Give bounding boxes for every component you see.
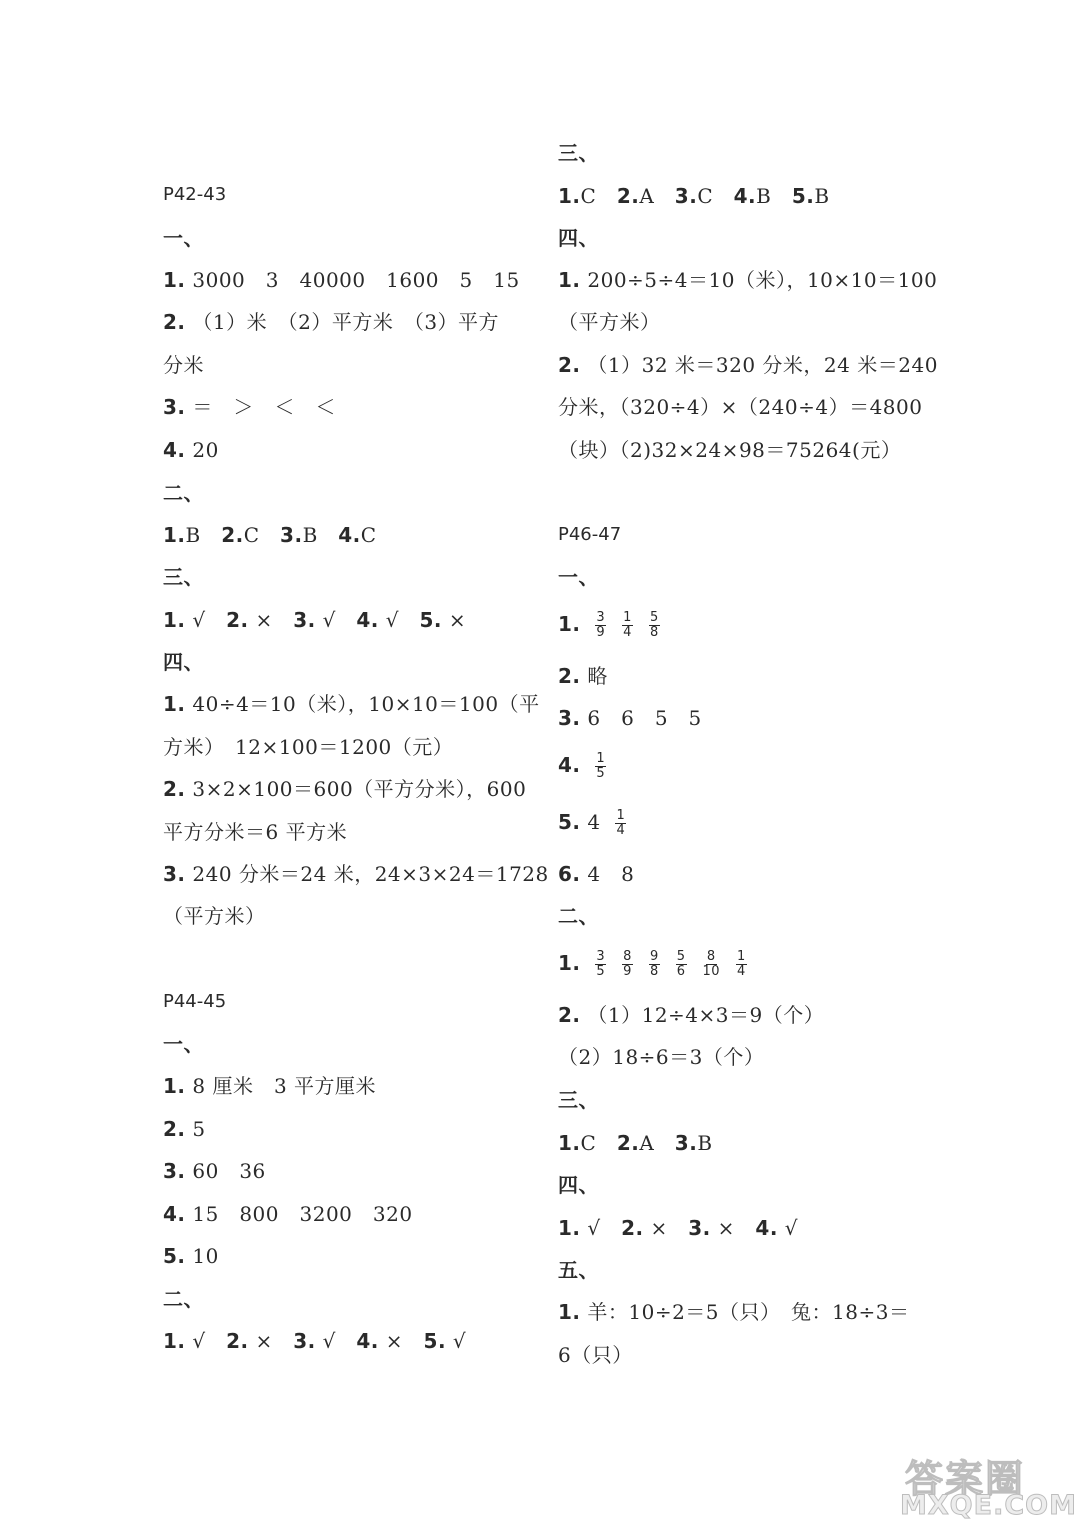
answer-line: 2. 略 xyxy=(558,664,608,688)
section-heading: 四、 xyxy=(163,650,204,674)
answer-line: 1. 8 厘米 3 平方厘米 xyxy=(163,1074,377,1098)
section-heading: 四、 xyxy=(558,1173,599,1197)
choice-answers: 1.B 2.C 3.B 4.C xyxy=(163,523,377,547)
answer-line: 1. 羊：10÷2＝5（只） 兔：18÷3＝ xyxy=(558,1300,910,1324)
fraction: $\frac{8}{9}$ xyxy=(623,949,632,979)
item-number: 2. xyxy=(163,310,186,334)
page-range-title: P42-43 xyxy=(163,184,227,205)
answer-line: 平方分米＝6 平方米 xyxy=(163,820,348,844)
answer-line: 3. 240 分米＝24 米，24×3×24＝1728 xyxy=(163,862,549,886)
answer-line xyxy=(163,310,499,334)
answer-text: 3000 3 40000 1600 5 15 xyxy=(192,268,520,292)
fraction: $\frac{1}{5}$ xyxy=(596,751,606,781)
item-number: 1. xyxy=(163,268,186,292)
answer-line: 5. 10 xyxy=(163,1244,219,1268)
item-number: 3. xyxy=(163,395,186,419)
fraction-answers: 1. $\frac{3}{5}$ $\frac{8}{9}$ $\frac{9}{8}$ $\frac{5}{6}$ $\frac{8}{10}$ $\frac{1}{4}$ xyxy=(558,949,746,979)
section-heading: 一、 xyxy=(163,1032,204,1056)
answer-line: （平方米） xyxy=(558,310,661,334)
fraction-answers: 4. $\frac{1}{5}$ xyxy=(558,751,606,781)
answer-line: 方米） 12×100＝1200（元） xyxy=(163,735,454,759)
answer-line: （2）18÷6＝3（个） xyxy=(558,1045,765,1069)
answer-line: 6. 4 8 xyxy=(558,862,635,886)
section-heading: 二、 xyxy=(163,1287,204,1311)
fraction: $\frac{1}{4}$ xyxy=(737,949,746,979)
section-heading: 四、 xyxy=(558,226,599,250)
page-range-title: P46-47 xyxy=(558,524,622,545)
watermark-logo: 答案圈 MXQE.COM xyxy=(900,1457,1077,1521)
fraction: $\frac{8}{10}$ xyxy=(702,949,721,979)
section-heading: 二、 xyxy=(558,904,599,928)
fraction-answers: 5. 4 $\frac{1}{4}$ xyxy=(558,808,626,838)
item-number: 4. xyxy=(163,438,186,462)
fraction: $\frac{3}{5}$ xyxy=(596,949,606,979)
section-heading: 三、 xyxy=(558,1088,599,1112)
answer-line xyxy=(163,268,520,292)
answer-line: （平方米） xyxy=(163,904,266,928)
answer-line: （块）（2)32×24×98＝75264(元） xyxy=(558,438,902,462)
answer-line: 2. 3×2×100＝600（平方分米），600 xyxy=(163,777,527,801)
answer-line xyxy=(163,395,336,419)
fraction: $\frac{1}{4}$ xyxy=(623,610,632,640)
answer-text: （1）米 （2）平方米 （3）平方 xyxy=(192,310,500,334)
answer-line: 2. （1）12÷4×3＝9（个） xyxy=(558,1003,825,1027)
fraction: $\frac{1}{4}$ xyxy=(616,808,626,838)
answer-line: 6（只） xyxy=(558,1343,633,1367)
section-heading: 一、 xyxy=(558,565,599,589)
choice-answers: 1.C 2.A 3.B xyxy=(558,1131,713,1155)
section-heading: 三、 xyxy=(558,141,599,165)
section-heading: 一、 xyxy=(163,226,204,250)
fraction-answers: 1. $\frac{3}{9}$ $\frac{1}{4}$ $\frac{5}{8}$ xyxy=(558,610,659,640)
fraction: $\frac{5}{6}$ xyxy=(676,949,686,979)
fraction: $\frac{9}{8}$ xyxy=(649,949,659,979)
answer-line xyxy=(163,438,219,462)
answer-line: 2. （1）32 米＝320 分米，24 米＝240 xyxy=(558,353,938,377)
judgment-answers: 1. √ 2. × 3. √ 4. × 5. √ xyxy=(163,1329,467,1353)
answer-line: 1. 200÷5÷4＝10（米），10×10＝100 xyxy=(558,268,938,292)
fraction: $\frac{3}{9}$ xyxy=(596,610,606,640)
section-heading: 五、 xyxy=(558,1258,599,1282)
choice-answers: 1.C 2.A 3.C 4.B 5.B xyxy=(558,184,830,208)
answer-line: 分米，（320÷4）×（240÷4）＝4800 xyxy=(558,395,923,419)
section-heading: 二、 xyxy=(163,481,204,505)
answer-text: ＝ ＞ ＜ ＜ xyxy=(192,395,336,419)
answer-line: 1. 40÷4＝10（米），10×10＝100（平 xyxy=(163,692,540,716)
judgment-answers: 1. √ 2. × 3. √ 4. √ 5. × xyxy=(163,608,467,632)
judgment-answers: 1. √ 2. × 3. × 4. √ xyxy=(558,1216,799,1240)
section-heading: 三、 xyxy=(163,565,204,589)
fraction: $\frac{5}{8}$ xyxy=(649,610,659,640)
answer-line: 3. 6 6 5 5 xyxy=(558,706,702,730)
answer-line: 3. 60 36 xyxy=(163,1159,266,1183)
page-range-title: P44-45 xyxy=(163,991,227,1012)
answer-line: 分米 xyxy=(163,353,204,377)
answer-line: 4. 15 800 3200 320 xyxy=(163,1202,413,1226)
answer-text: 20 xyxy=(192,438,219,462)
answer-line: 2. 5 xyxy=(163,1117,206,1141)
